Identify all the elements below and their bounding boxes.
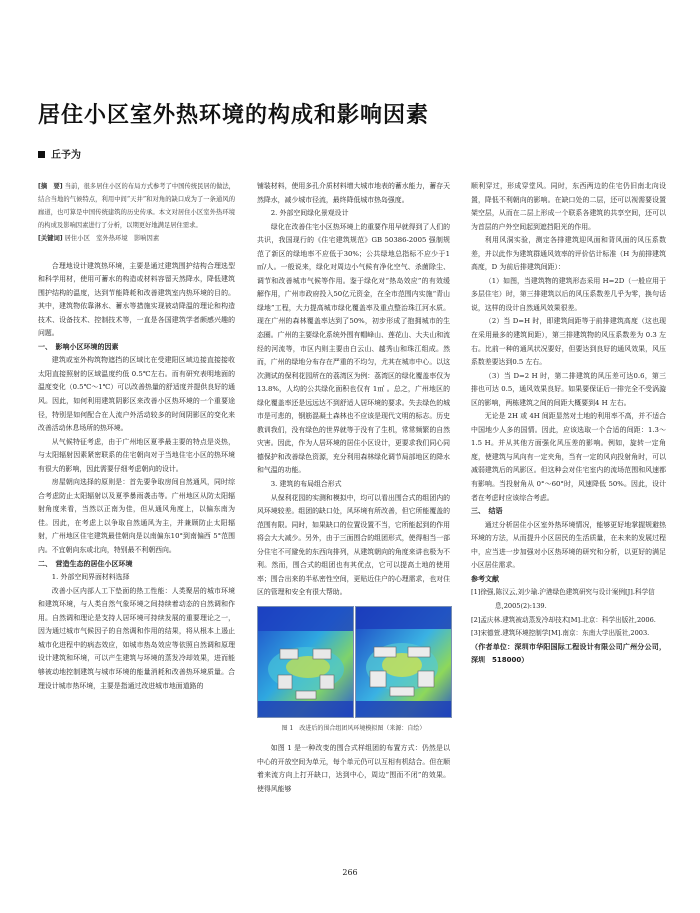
column-3 [471,180,666,667]
subsection-heading-3: 3. 建筑的布局组合形式 [270,480,342,489]
reference-item: [1]徐强,陈汉云,刘少瑜.沪港绿色建筑研究与设计案例[J].科学信息,2005(2):139. [471,588,655,610]
paragraph: 房屋朝向选择的原则是：首先要争取房间自然通风，同时综合考虑防止太阳辐射以及夏季暴雨袭击等。广州地区从防太阳辐射角度来看，当然以正南为佳，但从通风角度上，以偏东南为佳。因此，在考虑上以争取自然通风为主，并兼顾防止太阳辐射，广州地区住宅建筑最佳朝向是以南偏东10°到南偏西 5°范围内。不宜朝向东或北向，特别最不利朝西向。 [38,478,235,555]
column-1 [38,180,235,693]
keywords-text: 居住小区 室外热环境 影响因素 [64,235,160,242]
author-bullet [38,151,45,158]
column-2 [257,180,450,796]
keywords [38,232,235,246]
section-heading-1: 一、 影响小区环境的因素 [38,342,119,351]
abstract-text: 当前，很多居住小区的布局方式参考了中国传统民居的做法，结合当地的气候特点，利用中间“天井”和对角的缺口成为了一条通风的廊道，也可算是中国传统建筑的历史传承。本文对居住小区室外热环境的构成及影响因素进行了分析，以期更好地满足居住需求。 [38,183,235,229]
paragraph: 如图 1 是一种改变的围合式样组团的布置方式：仍然是以中心的开放空间为单元，每个单元仍可以互相有机结合。但在顺着来流方向上打开缺口，达到中心，周边“围而不闭”的效果。使得风能够 [257,743,450,793]
paragraph: 通过分析居住小区室外热环境情况，能够更好地掌握规避热环境的方法，从而提升小区居民的生活质量，在未来的发展过程中，应当进一步加强对小区热环境的研究和分析，以更好的满足小区居住需求。 [471,520,666,570]
paragraph: 从保利花园的实测和模拟中，均可以看出围合式的组团内的风环境较差。组团的缺口处，风环境有所改善，但它所能覆盖的范围有限。同时，如果缺口的位置设置不当，它所能起到的作用将会大大减少。另外，由于三面围合的组团形式，使得相当一部分住宅不可避免的东西向排列，从建筑朝向的角度来讲也极为不利。然而，围合式的组团也有其优点，它可以提高土地的使用率；围合出来的半私密性空间，更贴近住户的心理需求，也对住区的管理和安全有很大帮助。 [257,493,450,597]
paragraph: 绿化在改善住宅小区热环境上的重要作用早就得到了人们的共识，我国现行的《住宅建筑规范》GB 50386-2005 强制规范了新区的绿地率不应低于30%；公共绿地总指标不应少于1㎡/人。一般说来，绿化对周边小气候有净化空气、杀菌除尘、调节和改善城市气候等作用。鉴于绿化对“热岛效应”的有效缓解作用，广州市政府投入50亿元资金，在全市范围内实施“青山绿地”工程，大力提高城市绿化覆盖率及重点整治珠江河水质。现在广州的森林覆盖率达到了50%，初步形成了抱拥城市的生态圈。广州的主要绿化系统外围有帽峰山、莲花山、大夫山和流经的河流等，市区内则主要由白云山、越秀山和珠江组成。然而，广州的绿地分布存在严重的不均匀，尤其在城市中心。以这次测试的保利花园所在的荔湾区为例：荔湾区的绿化覆盖率仅为13.8%，人均的公共绿化面积也仅有 1㎡ 。总之，广州地区的绿化覆盖率还是远远达不到舒适人居环境的要求。失去绿色的城市是可悲的，钢筋混凝土森林也不应该是现代文明的标志。历史教训我们，没有绿色的世界就等于没有了生机，常常频繁的自然灾害。因此，作为人居环境的居住小区设计，更要求我们同心同德保护和改善绿色资源，充分利用森林绿化调节局部地区的降水和气温的功能。 [257,222,450,475]
section-heading-2: 二、 营造生态的居住小区环境 [38,559,133,568]
author-name: 丘予为 [51,150,81,161]
paragraph: 无论是 2H 或 4H 间距显然对土地的利用率不高，并不适合中国地少人多的国情。因此，应该选取一个合适的间距：1.3～1.5 H。并从其他方面强化风压差的影响。例如，旋转一定角度，使建筑与风向有一定夹角，当有一定的风向投射角时，可以减弱建筑后的风影区。但这种会对住宅室内的流场范围和风速都有影响。当投射角从 0°～60°时，风速降低 50%。因此，设计者在考虑时应该综合考虑。 [471,412,666,502]
keywords-label: [关键词] [38,235,63,242]
paragraph: （3）当 D=2 H 时，第二排建筑的风压差可达0.6，第三排也可达 0.5，通风效果良好。如果要保证后一排完全不受涡漩区的影响，两栋建筑之间的间距大概要到4 H 左右。 [471,371,666,407]
wind-simulation-image-right [355,606,452,718]
subsection-heading-1: 1. 外部空间界面材料选择 [51,573,130,582]
paragraph: 从气候特征考虑，由于广州地区夏季最主要的特点是炎热，与太阳辐射因素紧密联系的住宅朝向对于当地住宅小区的热环境有很大的影响，因此需要仔细考虑朝向的设计。 [38,437,235,473]
abstract [38,180,235,232]
references-title: 参考文献 [471,574,499,583]
section-heading-3: 三、 结语 [471,507,503,516]
reference-item: [2]孟庆林.建筑被动蒸发冷却技术[M].北京：科学出版社,2006. [471,615,656,624]
abstract-label: [摘 要] [38,183,63,190]
figure-1 [257,606,450,738]
page-number: 266 [342,868,358,877]
intro-paragraph: 合理地设计建筑热环境，主要是通过建筑围护结构合理选型和科学用材，使用可蓄水的构造或材料容留天然降水，降低建筑围护结构的温度，达到节能降耗和改善建筑室内热环境的目的。其中，建筑物依靠淋水、蓄水等措施实现被动降温的理论和构造技术、设备技术、控制技术等，一直是各国建筑学者颇感兴趣的问题。 [38,261,235,338]
paragraph: 建筑或室外构筑物遮挡的区域比在受建阳区域边接直接接收太阳直接照射的区域温度约低 0.5℃左右。而有研究表明地面的温度变化（0.5℃～1℃）可以改善热量的舒适度并提供良好的通风。因此，如何利用建筑阴影区来改善小区热环境的一个重要途径，特别是如何配合在人流户外活动较多的时间阴影区的变化来改善活动休息场所的热环境。 [38,356,235,433]
author-affiliation: （作者单位：深圳市华阳国际工程设计有限公司广州分公司，深圳 518000） [471,642,666,664]
paragraph: （2）当 D=H 时，即建筑间距等于前排建筑高度（这也现在采用最多的建筑间距），第三排建筑物的风压系数差为 0.3 左右。比前一种的通风状况要好，但要达到良好的通风效果，风压系数差要达到0.5 左右。 [471,317,666,367]
figure-caption: 图 1 改进后的围合组团风环境模拟图（来源：自绘） [281,724,426,732]
article-title: 居住小区室外热环境的构成和影响因素 [38,103,430,128]
paragraph: 铺装材料，使用多孔介质材料增大城市地表的蓄水能力，蓄存天然降水，减少城市径流，最终降低城市热岛强度。 [257,182,450,204]
reference-list [471,586,666,640]
paragraph: （1）如图，当建筑物的建筑形态采用 H=2D（一般应用于多层住宅）时，第三排建筑以后的风压系数差几乎为零，换句话说，这样的设计自然通风效果很差。 [471,276,666,312]
paragraph: 顺利穿过，形成穿堂风。同时，东西两边的住宅仍旧南北向设置，降低不利朝向的影响。在缺口处的二层，还可以视需要设置架空层，从而在二层上形成一个联系各建筑的共享空间，还可以为首层的户外空间起到遮挡阳光的作用。 [471,182,666,231]
author-line [38,146,81,161]
wind-simulation-image-left [257,606,354,718]
reference-item: [3]宋德萱.建筑环境控制学[M].南京：东南大学出版社,2003. [471,629,650,638]
subsection-heading-2: 2. 外部空间绿化景观设计 [270,209,349,218]
paragraph: 改善小区内部人工下垫面的热工性能：人类聚居的城市环境和建筑环境，与人类自然气象环境之间持续着动态的自然调和作用。自然调和理论是支持人居环境可持续发展的重要理论之一，因为通过城市气候因子的自然调和作用的结果，将从根本上遏止城市化进程中的病态效应，如城市热岛效应等依照自然调和原理设计建筑和环境，可以产生建筑与环境的蒸发冷却效果，进而能够被动地控制建筑与城市环境的能量消耗和改善热环境质量。合理设计城市热环境，主要是指通过改进城市地面道路的 [38,586,235,690]
paragraph: 利用风洞实验，测定各排建筑迎风面和背风面的风压系数差，并以此作为建筑群通风效率的评价估计标准（H 为前排建筑高度，D 为前后排建筑间距）： [471,236,666,272]
